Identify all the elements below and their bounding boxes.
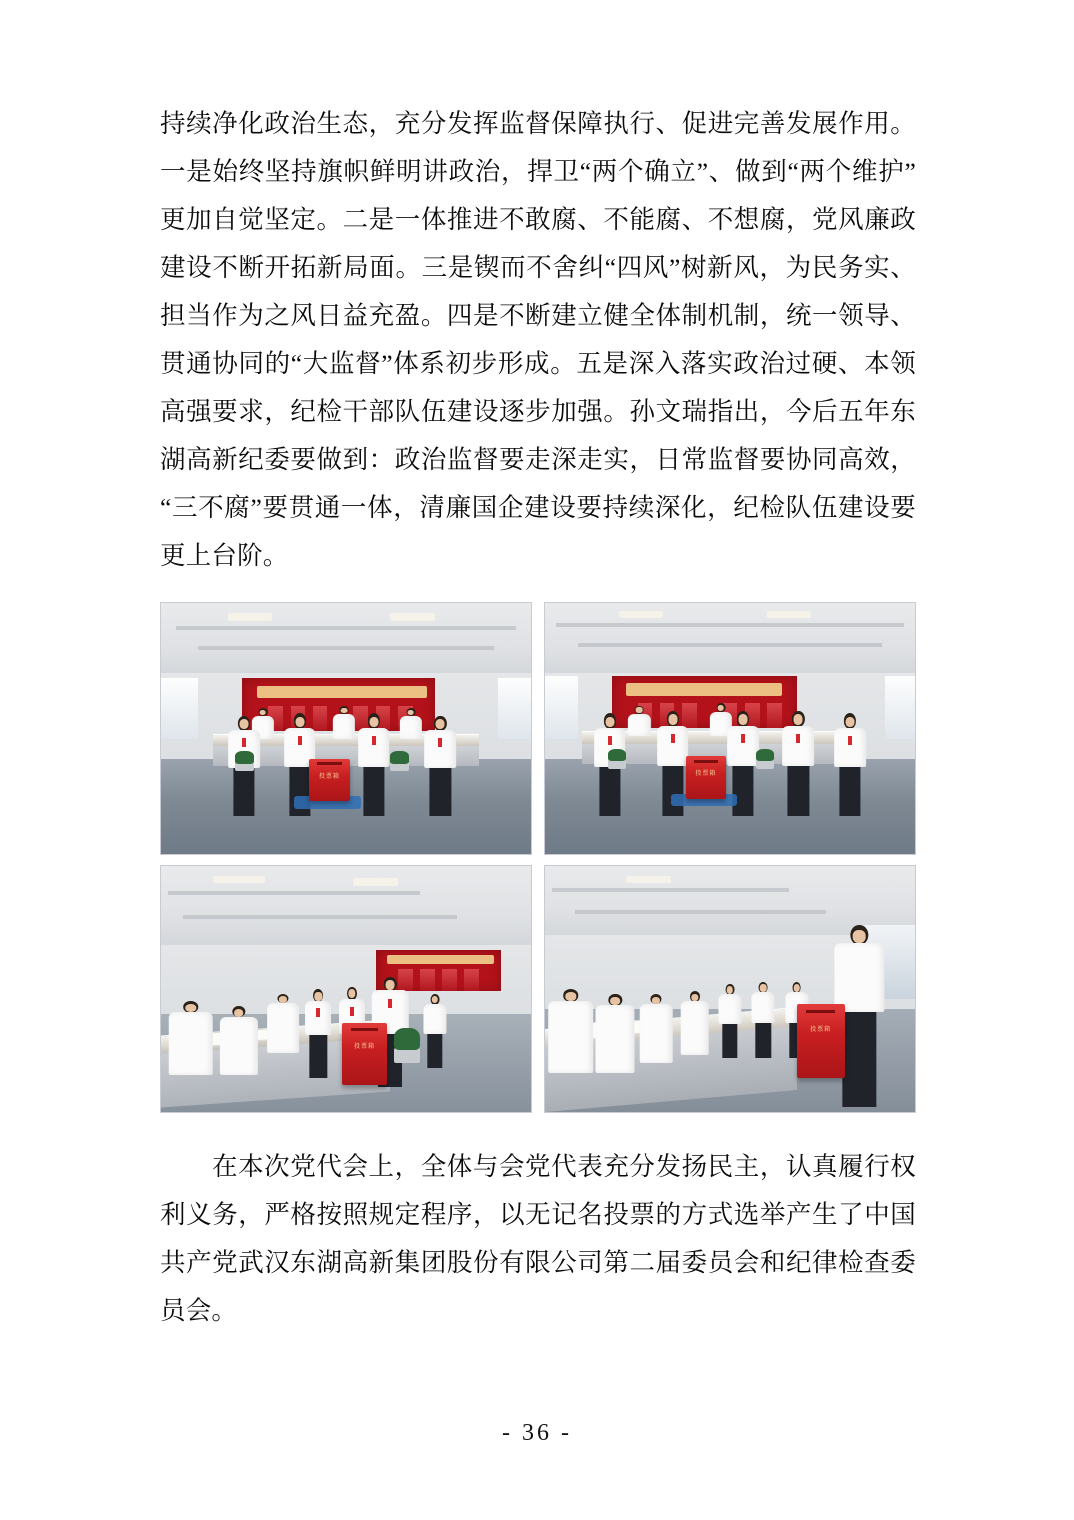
ballot-box-label: 投票箱	[810, 1027, 832, 1034]
ballot-box	[686, 756, 727, 799]
ballot-box-label: 投票箱	[318, 773, 340, 780]
photo-voting-2	[544, 602, 916, 855]
page-number: - 36 -	[502, 1420, 572, 1446]
photo-voting-4	[544, 865, 916, 1113]
ballot-box	[342, 1023, 386, 1085]
paragraph-1: 持续净化政治生态，充分发挥监督保障执行、促进完善发展作用。一是始终坚持旗帜鲜明讲政治，捍卫“两个确立”、做到“两个维护”更加自觉坚定。二是一体推进不敢腐、不能腐、不想腐，党风廉政建设不断开拓新局面。三是锲而不舍纠“四风”树新风，为民务实、担当作为之风日益充盈。四是不断建立健全体制机制，统一领导、贯通协同的“大监督”体系初步形成。五是深入落实政治过硬、本领高强要求，纪检干部队伍建设逐步加强。孙文瑞指出，今后五年东湖高新纪委要做到：政治监督要走深走实，日常监督要协同高效，“三不腐”要贯通一体，清廉国企建设要持续深化，纪检队伍建设要更上台阶。	[160, 109, 916, 570]
photo-grid	[160, 602, 916, 1113]
ballot-box	[309, 759, 350, 802]
photo-voting-3	[160, 865, 532, 1113]
page-content	[160, 100, 916, 1335]
ballot-box-label: 投票箱	[353, 1043, 375, 1050]
paragraph-2: 在本次党代会上，全体与会党代表充分发扬民主，认真履行权利义务，严格按照规定程序，以无记名投票的方式选举产生了中国共产党武汉东湖高新集团股份有限公司第二届委员会和纪律检查委员会。	[160, 1152, 916, 1325]
ballot-box	[797, 1004, 845, 1078]
ballot-box-label: 投票箱	[695, 771, 717, 778]
photo-voting-1	[160, 602, 532, 855]
